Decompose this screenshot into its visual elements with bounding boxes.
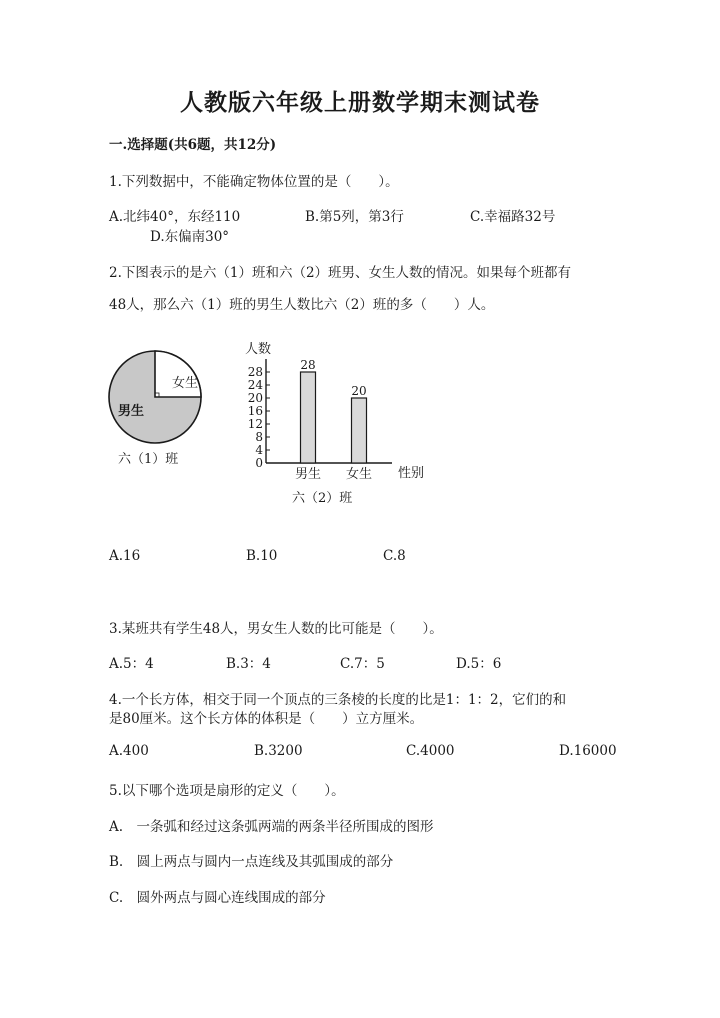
q3-option-c: C.7：5: [340, 656, 385, 672]
pie-label-boys: 男生: [118, 404, 145, 419]
q2-figure: [100, 335, 440, 515]
y-tick-label: 12: [247, 417, 263, 431]
bar-xlabel: 性别: [398, 466, 425, 481]
q3-option-a: A.5：4: [109, 656, 154, 672]
y-tick-label: 0: [255, 456, 263, 470]
y-tick-label: 4: [255, 443, 263, 457]
question-4-stem-line1: 4.一个长方体，相交于同一个顶点的三条棱的长度的比是1：1：2，它们的和: [109, 692, 567, 708]
q1-option-d: D.东偏南30°: [150, 229, 230, 245]
bar-category-label: 女生: [345, 467, 373, 482]
question-2-stem-line2: 48人，那么六（1）班的男生人数比六（2）班的多（ ）人。: [109, 297, 495, 313]
q4-option-a: A.400: [109, 743, 149, 759]
y-tick-label: 28: [247, 365, 263, 379]
q4-option-d: D.16000: [559, 743, 617, 759]
section-heading: 一.选择题(共6题，共12分): [109, 137, 277, 153]
q5-option-a: A. 一条弧和经过这条弧两端的两条半径所围成的图形: [109, 819, 434, 835]
bar-value-label: 20: [351, 384, 367, 398]
y-tick-label: 16: [247, 404, 263, 418]
question-2-stem-line1: 2.下图表示的是六（1）班和六（2）班男、女生人数的情况。如果每个班都有: [109, 265, 572, 281]
bar: [301, 372, 316, 463]
q5-option-c: C. 圆外两点与圆心连线围成的部分: [109, 890, 326, 906]
q2-option-c: C.8: [383, 548, 406, 564]
q1-option-b: B.第5列，第3行: [305, 209, 404, 225]
page-title: 人教版六年级上册数学期末测试卷: [180, 89, 540, 116]
q5-option-b: B. 圆上两点与圆内一点连线及其弧围成的部分: [109, 854, 394, 870]
question-5-stem: 5.以下哪个选项是扇形的定义（ ）。: [109, 783, 345, 799]
q3-option-d: D.5：6: [456, 656, 502, 672]
pie-title: 六（1）班: [118, 452, 179, 467]
question-4-stem-line2: 是80厘米。这个长方体的体积是（ ）立方厘米。: [109, 711, 424, 727]
q4-option-b: B.3200: [254, 743, 303, 759]
q2-option-a: A.16: [109, 548, 141, 564]
q3-option-b: B.3：4: [226, 656, 271, 672]
q1-option-c: C.幸福路32号: [470, 209, 556, 225]
question-3-stem: 3.某班共有学生48人，男女生人数的比可能是（ ）。: [109, 621, 443, 637]
q4-option-c: C.4000: [406, 743, 455, 759]
bar-category-label: 男生: [294, 467, 322, 482]
q1-option-a: A.北纬40°，东经110: [109, 209, 241, 225]
q2-option-b: B.10: [246, 548, 278, 564]
bar-ylabel: 人数: [245, 342, 272, 357]
bar-value-label: 28: [300, 358, 316, 372]
pie-chart-class-1: [109, 351, 201, 467]
y-tick-label: 8: [255, 430, 263, 444]
bar-title: 六（2）班: [292, 491, 353, 506]
question-1-stem: 1.下列数据中，不能确定物体位置的是（ ）。: [109, 174, 399, 190]
pie-label-girls: 女生: [172, 376, 199, 391]
bar: [352, 398, 367, 463]
y-tick-label: 20: [247, 391, 263, 405]
y-tick-label: 24: [247, 378, 263, 392]
bar-chart-class-2: [245, 341, 424, 506]
